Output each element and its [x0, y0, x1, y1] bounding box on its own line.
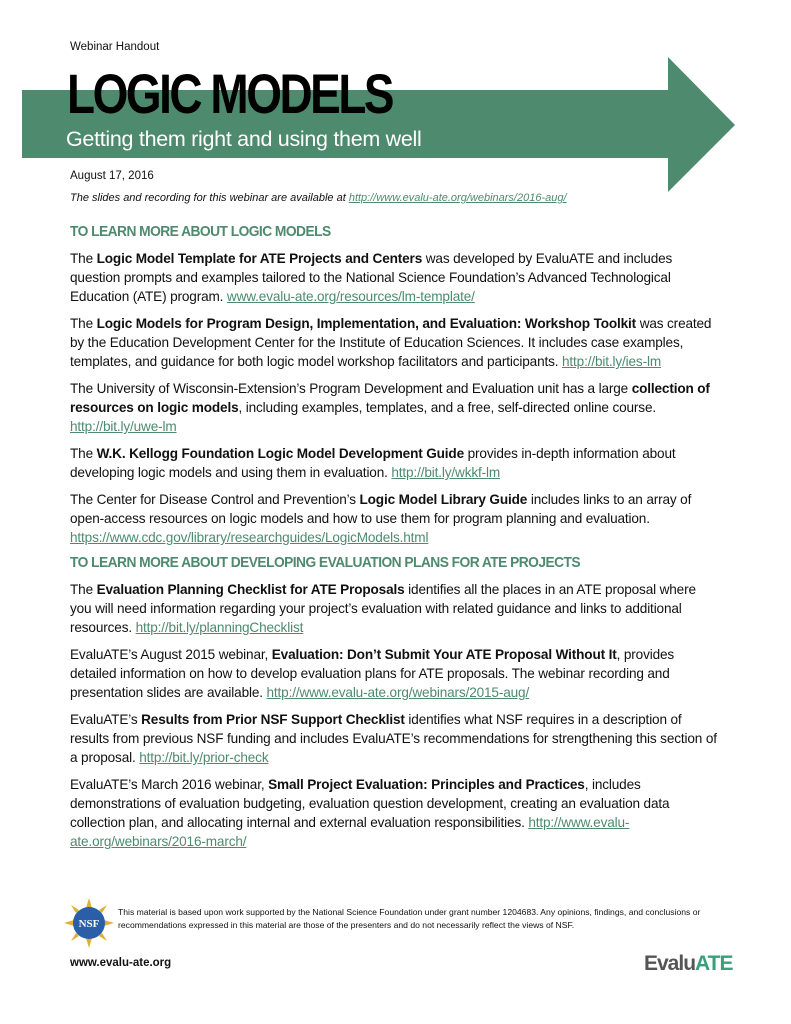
resource-paragraph [70, 249, 720, 306]
resource-title: Logic Model Library Guide [359, 492, 528, 507]
funding-disclaimer: This material is based upon work supported by the National Science Foundation under grant number 1204683. Any opinions, findings, and conclusions or recommendations expressed in this material are those of the presenters and do not necessarily reflect the views of NSF. [118, 907, 701, 930]
resource-paragraph [70, 775, 720, 851]
paragraph-text: was developed by EvaluATE and includes question prompts and examples tailored to the National Science Foundation’s Advanced Technological Education (ATE) program. [70, 251, 673, 304]
resource-title: Logic Models for Program Design, Implementation, and Evaluation: Workshop Toolkit [96, 316, 637, 331]
paragraph-text: , includes demonstrations of evaluation budgeting, evaluation question development, creating an evaluation data collection plan, and allocating internal and external evaluation responsibilities. [70, 777, 670, 830]
resource-title: Small Project Evaluation: Principles and Practices [268, 777, 585, 792]
paragraph-text: EvaluATE’s August 2015 webinar, [70, 647, 272, 662]
paragraph-text: , including examples, templates, and a free, self-directed online course. [238, 400, 656, 415]
footer-website: www.evalu-ate.org [70, 957, 172, 969]
resource-paragraph [70, 444, 720, 482]
paragraph-text: identifies all the places in an ATE proposal where you will need information regarding your project’s evaluation with related guidance and links to additional resources. [70, 582, 696, 635]
resource-title: Evaluation: Don’t Submit Your ATE Proposal Without It [271, 647, 617, 662]
resource-link[interactable]: http://bit.ly/prior-check [139, 750, 269, 765]
paragraph-text: The [70, 582, 97, 597]
logo-text-evalu: Evalu [644, 952, 696, 975]
resource-link[interactable]: https://www.cdc.gov/library/researchguides/LogicModels.html [70, 530, 429, 545]
paragraph-text: The University of Wisconsin-Extension’s Program Development and Evaluation unit has a large [70, 381, 632, 396]
page-subtitle: Getting them right and using them well [66, 127, 422, 151]
nsf-logo [64, 898, 114, 948]
resource-paragraph [70, 314, 720, 371]
paragraph-text: includes links to an array of open-access resources on logic models and how to use them for program planning and evaluation. [70, 492, 692, 526]
paragraph-text: The Center for Disease Control and Prevention’s [70, 492, 360, 507]
evaluate-logo [644, 952, 732, 976]
paragraph-text: was created by the Education Development Center for the Institute of Education Sciences. It includes case examples, templates, and guidance for both logic model workshop facilitators and participants. [70, 316, 712, 369]
resource-title: Results from Prior NSF Support Checklist [141, 712, 405, 727]
handout-label: Webinar Handout [70, 41, 160, 53]
paragraph-text: EvaluATE’s [70, 712, 142, 727]
resource-paragraph [70, 490, 720, 547]
svg-text:NSF: NSF [78, 918, 100, 930]
availability-note [70, 192, 567, 204]
paragraph-text: , provides detailed information on how to develop evaluation plans for ATE proposals. The webinar recording and presentation slides are available. [70, 647, 675, 700]
resource-title: W.K. Kellogg Foundation Logic Model Development Guide [96, 446, 464, 461]
resource-paragraph [70, 580, 720, 637]
resource-paragraph [70, 710, 720, 767]
paragraph-text: The [70, 446, 97, 461]
section-heading: TO LEARN MORE ABOUT LOGIC MODELS [70, 223, 331, 240]
section-heading: TO LEARN MORE ABOUT DEVELOPING EVALUATION PLANS FOR ATE PROJECTS [70, 554, 581, 571]
resource-link[interactable]: http://www.evalu-ate.org/webinars/2016-march/ [70, 815, 630, 849]
resource-link[interactable]: http://bit.ly/planningChecklist [135, 620, 304, 635]
resource-link[interactable]: www.evalu-ate.org/resources/lm-template/ [226, 289, 475, 304]
paragraph-text: The [70, 251, 97, 266]
paragraph-text: identifies what NSF requires in a description of results from previous NSF funding and includes EvaluATE’s recommendations for strengthening this section of a proposal. [70, 712, 717, 765]
resource-link[interactable]: http://bit.ly/wkkf-lm [391, 465, 501, 480]
page-title: LOGIC MODELS [67, 62, 393, 125]
logo-text-ate: ATE [695, 952, 733, 975]
resource-title: Logic Model Template for ATE Projects and Centers [96, 251, 423, 266]
availability-text: The slides and recording for this webinar are available at [70, 192, 349, 204]
paragraph-text: EvaluATE’s March 2016 webinar, [70, 777, 269, 792]
resource-title: collection of resources on logic models [70, 381, 710, 415]
paragraph-text: The [70, 316, 97, 331]
resource-title: Evaluation Planning Checklist for ATE Proposals [96, 582, 405, 597]
resource-paragraph [70, 645, 720, 702]
webinar-date: August 17, 2016 [70, 170, 154, 182]
webinar-link[interactable]: http://www.evalu-ate.org/webinars/2016-aug/ [348, 192, 567, 204]
main-content [70, 222, 720, 859]
paragraph-text: provides in-depth information about developing logic models and using them in evaluation. [70, 446, 676, 480]
resource-link[interactable]: http://bit.ly/uwe-lm [70, 419, 177, 434]
resource-link[interactable]: http://www.evalu-ate.org/webinars/2015-aug/ [266, 685, 530, 700]
resource-paragraph [70, 379, 720, 436]
resource-link[interactable]: http://bit.ly/ies-lm [562, 354, 661, 369]
